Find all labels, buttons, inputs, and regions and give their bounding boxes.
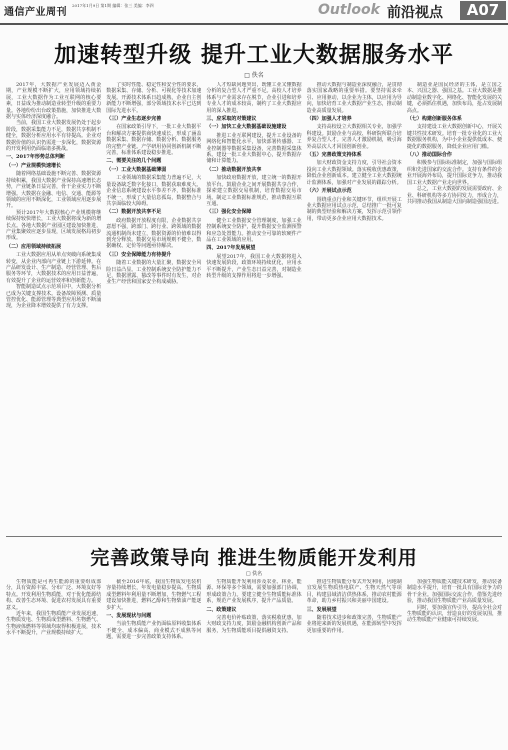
- article1-byline: □ 佚名: [244, 72, 264, 79]
- section-title-en: Outlook: [318, 2, 380, 18]
- paragraph: 近年来，我国生物质能产业发展迅速，生物质发电、生物质成型燃料、生物燃气、生物液体燃料等领域均取得积极进展，技术水平不断提升，产业规模持续扩大。: [6, 611, 102, 637]
- text-column: [206, 82, 301, 530]
- article-divider: [6, 536, 502, 537]
- subheading: （八）推动国际合作: [406, 152, 452, 159]
- paragraph: 当前生物质能产业仍面临原料收集体系不健全、成本偏高、商业模式不成熟等问题，需要进一步完善政策支持体系。: [106, 621, 202, 641]
- masthead: 通信产业周刊: [4, 7, 67, 18]
- paragraph: 2017年，大数据产业发展迈入黄金期，产业规模不断扩大，应用领域持续拓展，工业大数据作为工业互联网的核心要素，日益成为推动制造业转型升级的重要力量。各地纷纷出台政策措施，加快推进大数据与实体经济深度融合。: [6, 82, 102, 121]
- paragraph: 健全工业数据安全管理制度，加强工业控制系统安全防护，提升数据安全监测预警和应急处置能力。推动安全可靠的软硬件产品在工业领域的应用。: [206, 217, 302, 243]
- paragraph: 智能制造试点示范项目中，大数据分析已成为关键支撑技术。设备故障预测、质量管控优化、能源管理等典型应用场景不断涌现，为企业降本增效提供了有力支撑。: [6, 284, 102, 310]
- paragraph: 生物质能开发利用涉及农业、林业、能源、环保等多个领域，需要加强部门协调，形成政策合力。要建立健全生物质能标准体系，规范产业发展秩序，提升产品质量。: [206, 579, 302, 605]
- article2-headline: 完善政策导向 推进生物质能开发利用: [90, 547, 418, 569]
- paragraph: 预计2017年大数据核心产业规模将继续保持较快增长，工业大数据将成为新的增长点。各地大数据产业园区建设加快推进，产业集聚效应逐步显现，区域发展格局初步形成。: [6, 209, 102, 242]
- paragraph: 当前，我国工业大数据发展仍处于起步阶段，数据采集能力不足，数据共享机制不健全，数据分析应用水平有待提高。企业对数据价值的认识仍需进一步深化，数据资源的开发利用仍面临诸多挑战。: [6, 120, 102, 153]
- text-column: [407, 82, 502, 530]
- subheading: （一）加快工业大数据基础设施建设: [206, 124, 287, 131]
- paragraph: 工业领域的数据采集能力普遍不足，大量设备缺乏数字化接口，数据获取难度大。企业信息系统建设水平参差不齐，数据标准不统一，形成了大量信息孤岛，数据整合与共享面临较大障碍。: [106, 175, 202, 207]
- paragraph: 加快政府数据开放，建立统一的数据开放平台。鼓励企业之间开展数据共享合作，探索建立数据交易机制，培育数据交易市场。制定工业数据标准规范，推动数据互联互通。: [206, 175, 302, 207]
- page-number: A07: [460, 1, 506, 20]
- section-title-cn: 前沿视点: [387, 5, 443, 21]
- subheading: （六）开展试点示范: [306, 188, 352, 195]
- article1-body: [6, 82, 502, 530]
- header-rule: [0, 23, 508, 25]
- subheading: （三）强化安全保障: [206, 209, 252, 216]
- paragraph: 在国家政策引导下，一批工业大数据平台和解决方案提供商快速成长，形成了涵盖数据采集、数据存储、数据分析、数据服务的完整产业链。产学研用协同创新机制不断完善，标准体系建设稳步推进。: [106, 124, 202, 157]
- paragraph: 加大财政资金支持力度，引导社会资本投向工业大数据领域。落实税收优惠政策，降低企业创新成本。建立健全工业大数据统计监测体系，加强对产业发展的跟踪分析。: [306, 160, 402, 186]
- subheading: （一）工业大数据基础薄弱: [106, 166, 167, 173]
- subheading: （二）应用领域持续拓展: [6, 243, 62, 250]
- paragraph: 工业大数据应用从单点突破向系统集成转变，从企业内部向产业链上下游延伸。在产品研发设计、生产制造、经营管理、售后服务等环节，大数据技术的应用日益普遍，有效提升了企业的运营效率和创新能力。: [6, 252, 102, 284]
- page-header: [0, 0, 508, 24]
- paragraph: 完善电价补贴政策，落实税收优惠，加大财政支持力度，鼓励金融机构创新产品和服务，为生物质能项目提供融资支持。: [206, 615, 302, 634]
- article2-byline: □ 佚名: [245, 571, 263, 577]
- subheading: （五）完善政策支持体系: [306, 152, 362, 159]
- paragraph: 随着技术进步和政策完善，生物质能产业将迎来新的发展机遇，在能源转型中发挥更加重要的作用。: [306, 615, 402, 634]
- paragraph: 围绕重点行业和关键环节，组织开展工业大数据应用试点示范，总结推广一批可复制的典型经验和解决方案，发挥示范引领作用，带动更多企业应用大数据技术。: [306, 196, 402, 222]
- paragraph: 支持建设工业大数据创新中心，开展关键共性技术研发。培育一批专业化的工业大数据服务机构，为中小企业提供低成本、便捷化的数据服务，降低企业应用门槛。: [406, 124, 503, 150]
- text-column: [307, 82, 402, 530]
- paragraph: 积极参与国际标准制定，加强与国际组织和先进国家的交流合作。支持有条件的企业开展海外布局，提升国际竞争力，推动我国工业大数据产业走向世界。: [406, 160, 503, 186]
- subheading: （二）数据开放共享不足: [106, 209, 162, 216]
- subheading: （一）产业规模快速增长: [6, 162, 62, 169]
- subheading: 二、政策建议: [206, 606, 237, 613]
- paragraph: 总之，工业大数据的发展需要政府、企业、科研机构等多方协同发力，形成合力，共同推动我国从制造大国向制造强国迈进。: [406, 186, 503, 205]
- text-column: [6, 82, 101, 530]
- subheading: 一、发展现状与问题: [106, 613, 152, 620]
- subheading: 三、发展展望: [306, 606, 337, 613]
- text-column: [206, 579, 301, 745]
- text-column: [407, 579, 502, 745]
- paragraph: 同时，要加强宣传引导，提高全社会对生物质能的认识，营造良好的发展氛围，推动生物质能产业健康可持续发展。: [406, 604, 503, 624]
- paragraph: 政府数据开放程度有限，企业数据共享意愿不强，跨部门、跨行业、跨领域的数据流通机制尚未建立，数据资源的价值难以得到充分释放。数据交易市场规则不健全，数据确权、定价等问题亟待解决。: [106, 217, 202, 250]
- paragraph: 支持高校设立大数据相关专业，加强学科建设。鼓励企业与高校、科研院所联合培养复合型人才。完善人才激励机制，吸引海外高层次人才回国创新创业。: [306, 124, 402, 150]
- paragraph: 展望2017年，我国工业大数据将进入快速发展阶段，政策环境持续优化，应用水平不断提升，产业生态日益完善，对制造业转型升级的支撑作用将进一步增强。: [206, 253, 302, 279]
- article2-body: [6, 579, 502, 745]
- text-column: [106, 82, 201, 530]
- paragraph: 制造业是国民经济的主体，是立国之本、兴国之器、强国之基。工业大数据是推动制造业数字化、网络化、智能化发展的关键，必须抓住机遇，加快布局，抢占发展制高点。: [406, 82, 503, 114]
- text-column: [106, 579, 201, 745]
- paragraph: 截至2016年底，我国生物质发电装机容量持续增长，年发电量稳步提高。生物质成型燃料年利用量不断增加，生物燃气工程建设加快推进，燃料乙醇和生物柴油产能逐步扩大。: [106, 579, 202, 611]
- paragraph: 了实时性能、稳定性和安全性的要求，数据采集、存储、分析、可视化等技术加速发展。开源技术体系日趋成熟，企业自主创新能力不断增强，部分领域技术水平已达到国际先进水平。: [106, 82, 202, 114]
- subheading: （七）构建创新服务体系: [406, 116, 462, 123]
- subheading: 一、2017年形势总体判断: [6, 154, 65, 161]
- subheading: （三）产业生态逐步完善: [106, 116, 162, 123]
- paragraph: 推进工业互联网建设，提升工业设备的网络化和智能化水平，加快部署传感器、工业控制器等数据采集设备，完善数据采集体系。建设一批工业大数据中心，提升数据存储和计算能力。: [206, 132, 302, 165]
- paragraph: 推动大数据与制造业深度融合，是贯彻落实国家战略的重要举措。要坚持需求牵引、应用驱动，以企业为主体，以应用为导向，加快培育工业大数据产业生态，推动制造业高质量发展。: [306, 82, 402, 114]
- subheading: （二）推动数据开放共享: [206, 166, 262, 173]
- subheading: （四）加强人才培养: [306, 116, 352, 123]
- text-column: [307, 579, 402, 745]
- article1-headline: 加速转型升级 提升工业大数据服务水平: [54, 43, 454, 68]
- issue-meta: 2017年1月9日 第1期 编辑：张三 美编：李四: [72, 3, 154, 8]
- paragraph: 加强生物质能关键技术研发，推动装备制造水平提升，培育一批具有国际竞争力的骨干企业。加强国际交流合作，借鉴先进经验，推动我国生物质能产业高质量发展。: [406, 579, 503, 605]
- paragraph: 人才短缺问题突出，既懂工业又懂数据分析的复合型人才严重不足。高校人才培养体系与产业需求存在脱节，企业引进和培养专业人才的成本较高，制约了工业大数据应用的深入推进。: [206, 82, 302, 114]
- subheading: （三）安全保障能力有待提升: [106, 251, 172, 258]
- paragraph: 推进生物质能分布式开发利用，因地制宜发展生物质热电联产、生物天然气等项目，构建县域清洁供热体系，推动农村能源革命，助力乡村振兴和美丽中国建设。: [306, 579, 402, 605]
- text-column: [6, 579, 101, 745]
- paragraph: 随着网络基础设施不断完善、数据资源持续积累，我国大数据产业保持高速增长态势，产业链条日益完善，骨干企业实力不断增强。大数据在金融、电信、交通、能源等领域的应用不断深化，工业领域应用逐步展开。: [6, 171, 102, 210]
- subheading: 四、2017年发展展望: [206, 245, 256, 252]
- subheading: 二、需要关注的几个问题: [106, 158, 162, 165]
- subheading: 三、应采取的对策建议: [206, 116, 257, 123]
- paragraph: 生物质能是可再生能源的重要组成部分，具有资源丰富、分布广泛、环境友好等特点。开发利用生物质能，对于优化能源结构、改善生态环境、促进农村发展具有重要意义。: [6, 579, 102, 611]
- paragraph: 随着工业数据的大量汇聚，数据安全风险日益凸显。工业控制系统安全防护能力不足，数据泄露、篡改等事件时有发生，对企业生产经营和国家安全构成威胁。: [106, 260, 202, 286]
